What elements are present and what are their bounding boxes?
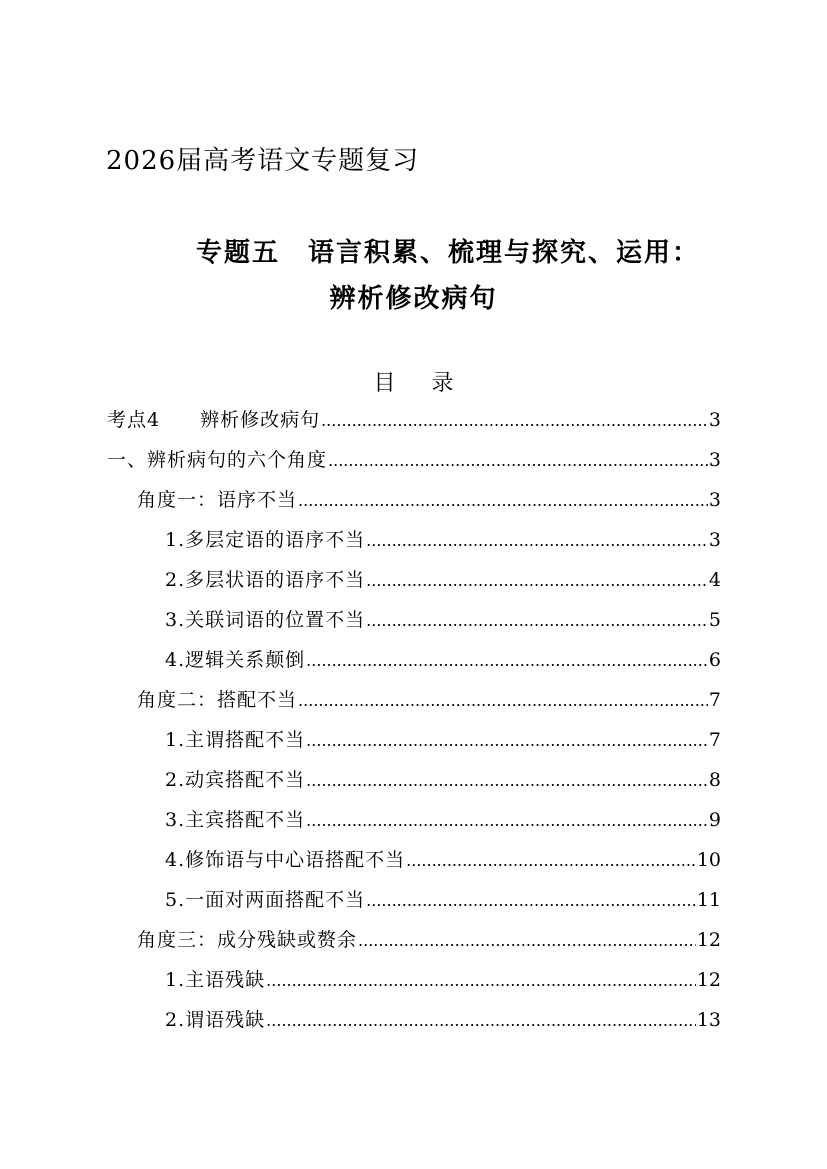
toc-dot-leader <box>358 921 696 961</box>
toc-entry-page-number: 10 <box>696 849 721 871</box>
toc-entry[interactable] <box>107 680 721 720</box>
topic-title-line-1: 专题五 语言积累、梳理与探究、运用： <box>196 238 701 268</box>
toc-dot-leader <box>321 401 708 441</box>
toc-entry-label: 角度三：成分残缺或赘余 <box>137 929 358 951</box>
toc-entry[interactable] <box>107 800 721 840</box>
toc-dot-leader <box>306 801 708 841</box>
toc-entry-page-number: 6 <box>708 649 721 671</box>
toc-entry-page-number: 7 <box>708 689 721 711</box>
toc-entry-label: 3.主宾搭配不当 <box>165 809 306 831</box>
toc-heading: 目录 <box>373 371 490 396</box>
toc-entry[interactable] <box>107 440 721 480</box>
toc-entry-label: 4.修饰语与中心语搭配不当 <box>165 849 406 871</box>
toc-dot-leader <box>366 601 708 641</box>
toc-entry-label: 一、辨析病句的六个角度 <box>107 449 328 471</box>
table-of-contents <box>107 400 721 1040</box>
toc-entry[interactable] <box>107 960 721 1000</box>
toc-dot-leader <box>366 521 708 561</box>
toc-dot-leader <box>298 481 708 521</box>
toc-entry-page-number: 7 <box>708 729 721 751</box>
toc-entry[interactable] <box>107 920 721 960</box>
toc-entry-label: 2.谓语残缺 <box>165 1009 266 1031</box>
toc-dot-leader <box>306 761 708 801</box>
toc-entry-label: 2.动宾搭配不当 <box>165 769 306 791</box>
toc-entry[interactable] <box>107 400 721 440</box>
toc-dot-leader <box>328 441 708 481</box>
toc-entry-page-number: 4 <box>708 569 721 591</box>
toc-entry-label: 1.多层定语的语序不当 <box>165 529 366 551</box>
toc-entry[interactable] <box>107 1000 721 1040</box>
toc-entry-page-number: 3 <box>708 409 721 431</box>
toc-entry-label: 角度二：搭配不当 <box>137 689 298 711</box>
toc-dot-leader <box>406 841 696 881</box>
toc-entry[interactable] <box>107 600 721 640</box>
toc-entry-page-number: 8 <box>708 769 721 791</box>
toc-entry-page-number: 3 <box>708 449 721 471</box>
toc-dot-leader <box>366 561 708 601</box>
toc-entry-label: 2.多层状语的语序不当 <box>165 569 366 591</box>
toc-entry-page-number: 9 <box>708 809 721 831</box>
toc-entry-page-number: 11 <box>696 889 721 911</box>
toc-entry-page-number: 5 <box>708 609 721 631</box>
toc-dot-leader <box>266 1001 696 1041</box>
toc-dot-leader <box>306 641 708 681</box>
toc-entry-label: 4.逻辑关系颠倒 <box>165 649 306 671</box>
toc-entry[interactable] <box>107 840 721 880</box>
toc-entry-label: 角度一：语序不当 <box>137 489 298 511</box>
toc-entry-label: 1.主谓搭配不当 <box>165 729 306 751</box>
toc-entry[interactable] <box>107 880 721 920</box>
toc-entry[interactable] <box>107 720 721 760</box>
toc-entry-page-number: 13 <box>696 1009 721 1031</box>
toc-entry-label: 5.一面对两面搭配不当 <box>165 889 366 911</box>
toc-entry[interactable] <box>107 760 721 800</box>
document-title: 2026届高考语文专题复习 <box>106 146 420 176</box>
toc-entry[interactable] <box>107 640 721 680</box>
toc-entry[interactable] <box>107 560 721 600</box>
toc-entry[interactable] <box>107 480 721 520</box>
toc-entry-page-number: 3 <box>708 489 721 511</box>
topic-title-line-2: 辨析修改病句 <box>329 284 498 314</box>
toc-entry-page-number: 12 <box>696 969 721 991</box>
toc-dot-leader <box>266 961 696 1001</box>
toc-entry-label: 3.关联词语的位置不当 <box>165 609 366 631</box>
toc-entry[interactable] <box>107 520 721 560</box>
toc-entry-label: 1.主语残缺 <box>165 969 266 991</box>
toc-dot-leader <box>366 881 696 921</box>
toc-dot-leader <box>298 681 708 721</box>
toc-entry-page-number: 3 <box>708 529 721 551</box>
toc-dot-leader <box>306 721 708 761</box>
toc-entry-label: 考点4 辨析修改病句 <box>107 409 321 431</box>
toc-entry-page-number: 12 <box>696 929 721 951</box>
